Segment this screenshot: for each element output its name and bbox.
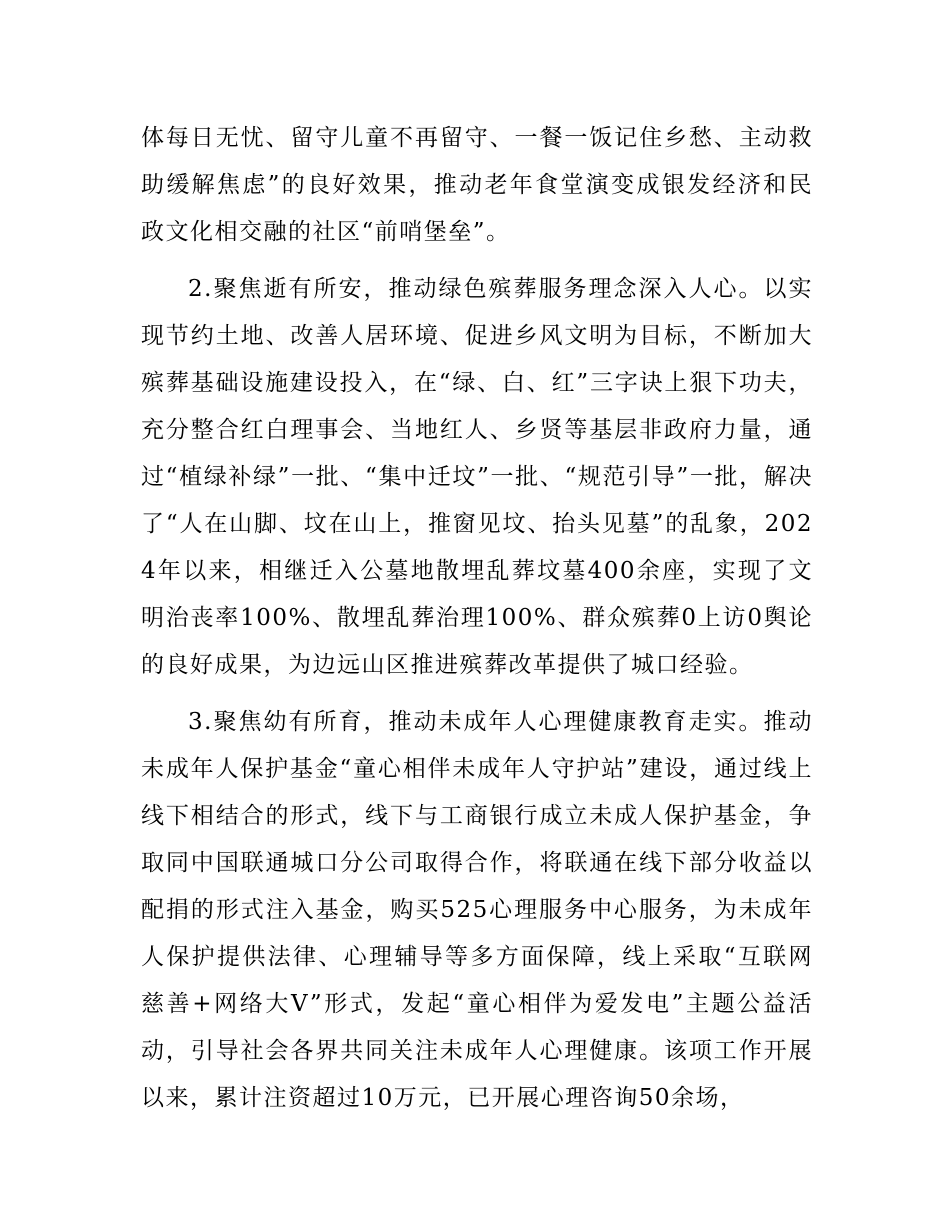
paragraph-funeral-reform: 2.聚焦逝有所安，推动绿色殡葬服务理念深入人心。以实现节约土地、改善人居环境、促进乡风文明为目标，不断加大殡葬基础设施建设投入，在“绿、白、红”三字诀上狠下功夫，充分整合红白理事会、当地红人、乡贤等基层非政府力量，通过“植绿补绿”一批、“集中迁坟”一批、“规范引导”一批，解决了“人在山脚、坟在山上，推窗见坟、抬头见墓”的乱象，2024年以来，相继迁入公墓地散埋乱葬坟墓400余座，实现了文明治丧率100%、散埋乱葬治理100%、群众殡葬0上访0舆论的良好成果，为边远山区推进殡葬改革提供了城口经验。 — [141, 276, 813, 678]
document-body — [141, 115, 813, 1122]
paragraph-minor-mental-health: 3.聚焦幼有所育，推动未成年人心理健康教育走实。推动未成年人保护基金“童心相伴未成年人守护站”建设，通过线上线下相结合的形式，线下与工商银行成立未成人保护基金，争取同中国联通城口分公司取得合作，将联通在线下部分收益以配捐的形式注入基金，购买525心理服务中心服务，为未成年人保护提供法律、心理辅导等多方面保障，线上采取“互联网慈善+网络大V”形式，发起“童心相伴为爱发电”主题公益活动，引导社会各界共同关注未成年人心理健康。该项工作开展以来，累计注资超过10万元，已开展心理咨询50余场， — [141, 709, 813, 1111]
paragraph-continuation: 体每日无忧、留守儿童不再留守、一餐一饭记住乡愁、主动救助缓解焦虑”的良好效果，推动老年食堂演变成银发经济和民政文化相交融的社区“前哨堡垒”。 — [141, 125, 813, 245]
